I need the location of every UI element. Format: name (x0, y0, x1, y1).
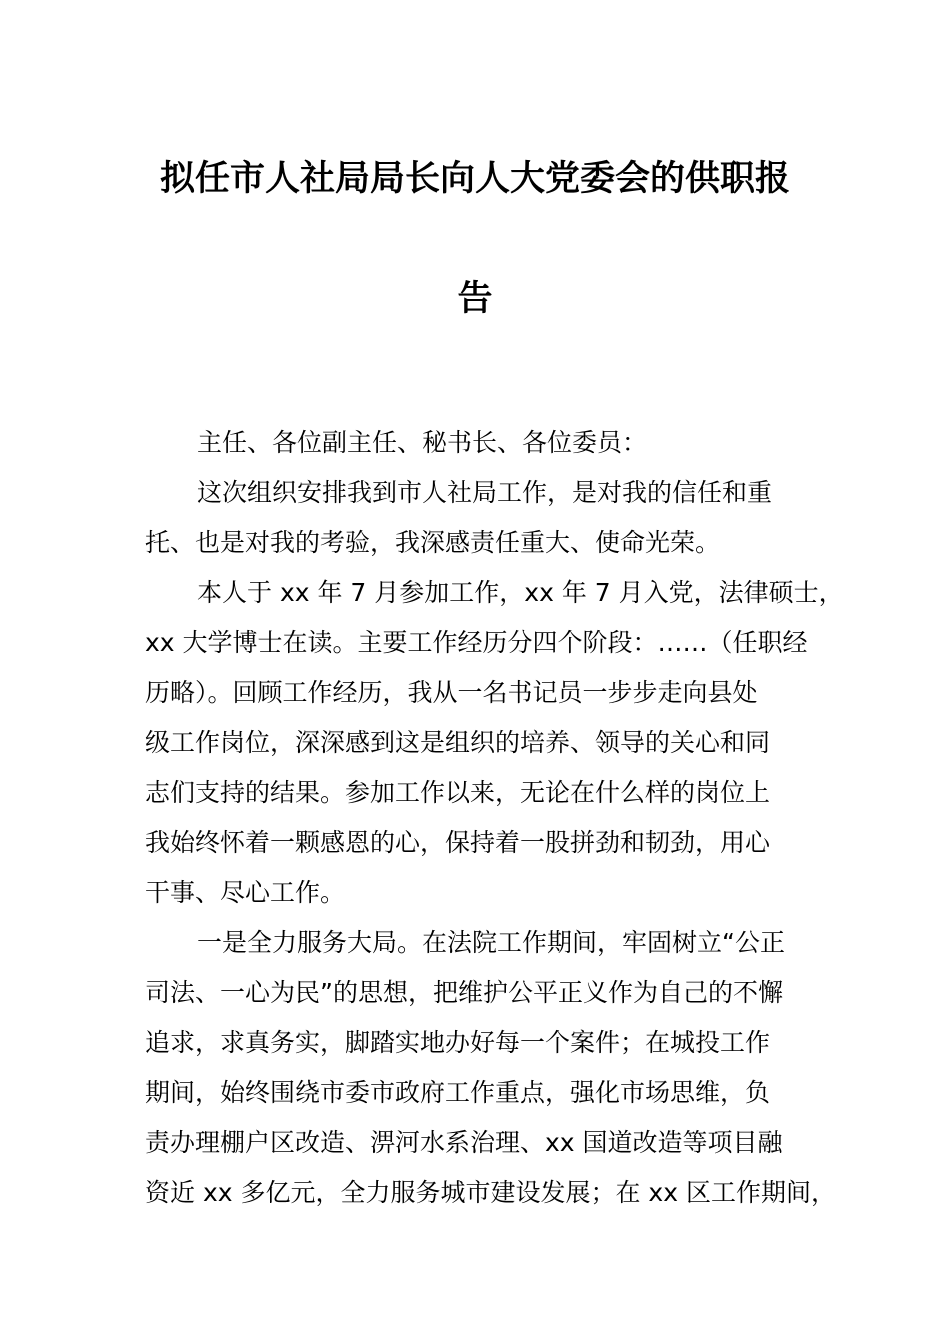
body-line: 级工作岗位，深深感到这是组织的培养、领导的关心和同 (145, 728, 771, 757)
body-line: xx 大学博士在读。主要工作经历分四个阶段：……（任职经 (145, 628, 808, 657)
body-line: 资近 xx 多亿元，全力服务城市建设发展；在 xx 区工作期间， (145, 1178, 836, 1207)
body-line: 我始终怀着一颗感恩的心，保持着一股拼劲和韧劲，用心 (145, 828, 771, 857)
body-line: 志们支持的结果。参加工作以来，无论在什么样的岗位上 (145, 778, 771, 807)
salutation-line: 主任、各位副主任、秘书长、各位委员： (197, 428, 648, 457)
body-line: 追求，求真务实，脚踏实地办好每一个案件；在城投工作 (145, 1028, 771, 1057)
body-line: 托、也是对我的考验，我深感责任重大、使命光荣。 (145, 528, 721, 557)
body-line: 这次组织安排我到市人社局工作，是对我的信任和重 (197, 478, 773, 507)
body-line: 一是全力服务大局。在法院工作期间，牢固树立“公正 (197, 928, 785, 957)
body-line: 本人于 xx 年 7 月参加工作，xx 年 7 月入党，法律硕士， (197, 578, 844, 607)
body-line: 干事、尽心工作。 (145, 878, 346, 907)
document-body (145, 418, 845, 1218)
body-line: 司法、一心为民”的思想，把维护公平正义作为自己的不懈 (145, 978, 783, 1007)
body-line: 期间，始终围绕市委市政府工作重点，强化市场思维，负 (145, 1078, 771, 1107)
body-line: 历略）。回顾工作经历，我从一名书记员一步步走向县处 (145, 678, 758, 707)
document-title-line-2: 告 (457, 279, 493, 319)
document-title-line-1: 拟任市人社局局长向人大党委会的供职报 (159, 159, 790, 199)
body-line: 责办理棚户区改造、淠河水系治理、xx 国道改造等项目融 (145, 1128, 783, 1157)
